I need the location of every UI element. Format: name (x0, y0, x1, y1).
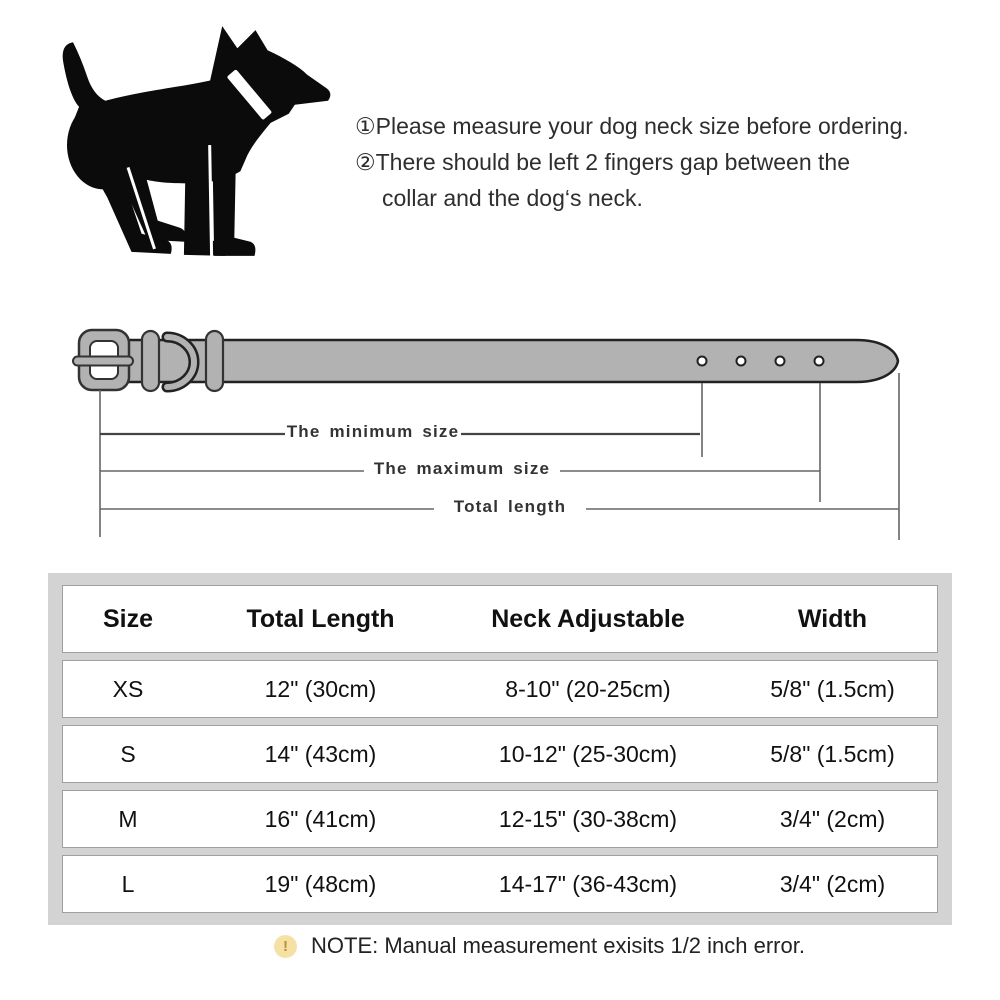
measurement-note (274, 933, 805, 959)
cell-size: M (118, 805, 138, 832)
minimum-size-label: The minimum size (286, 422, 460, 441)
cell-width: 5/8" (1.5cm) (770, 675, 895, 702)
strap-hole (737, 357, 746, 366)
cell-length: 19" (48cm) (264, 870, 377, 897)
collar-strap (122, 340, 898, 382)
cell-neck: 12-15" (30-38cm) (498, 805, 678, 832)
cell-length: 16" (41cm) (264, 805, 377, 832)
instruction-item-1: ①Please measure your dog neck size before ordering. (355, 113, 909, 139)
cell-size: S (120, 740, 136, 767)
column-header-length: Total Length (246, 604, 395, 633)
dog-front-leg (212, 135, 255, 256)
strap-hole (698, 357, 707, 366)
cell-width: 3/4" (2cm) (779, 870, 886, 897)
table-row-m (62, 790, 938, 848)
cell-length: 12" (30cm) (264, 675, 377, 702)
column-header-size: Size (102, 604, 154, 633)
cell-neck: 14-17" (36-43cm) (498, 870, 678, 897)
table-row-s (62, 725, 938, 783)
column-header-neck: Neck Adjustable (491, 604, 685, 633)
note-text: NOTE: Manual measurement exisits 1/2 inch error. (311, 933, 805, 958)
instructions-list (355, 108, 909, 216)
d-ring (167, 337, 194, 387)
cell-width: 5/8" (1.5cm) (770, 740, 895, 767)
maximum-size-label: The maximum size (364, 458, 560, 480)
keeper-loop (206, 331, 223, 391)
table-row-xs (62, 660, 938, 718)
buckle-inner (90, 341, 118, 379)
total-length-label: Total length (434, 496, 586, 518)
cell-width: 3/4" (2cm) (779, 805, 886, 832)
d-ring-fill (167, 337, 194, 387)
buckle-frame (79, 330, 129, 390)
cell-neck: 10-12" (25-30cm) (498, 740, 678, 767)
buckle-prong (73, 357, 133, 366)
cell-length: 14" (43cm) (264, 740, 377, 767)
size-table (48, 573, 952, 925)
strap-hole (776, 357, 785, 366)
cell-size: L (121, 870, 135, 897)
instruction-item-2: ②There should be left 2 fingers gap between the collar and the dog‘s neck. (355, 149, 850, 211)
table-row-l (62, 855, 938, 913)
keeper-loop (142, 331, 159, 391)
dog-silhouette-icon (52, 14, 336, 266)
cell-size: XS (112, 675, 144, 702)
exclamation-icon: ! (274, 935, 297, 958)
cell-neck: 8-10" (20-25cm) (505, 675, 671, 702)
table-header-row (62, 585, 938, 653)
strap-hole (815, 357, 824, 366)
column-header-width: Width (797, 604, 868, 633)
